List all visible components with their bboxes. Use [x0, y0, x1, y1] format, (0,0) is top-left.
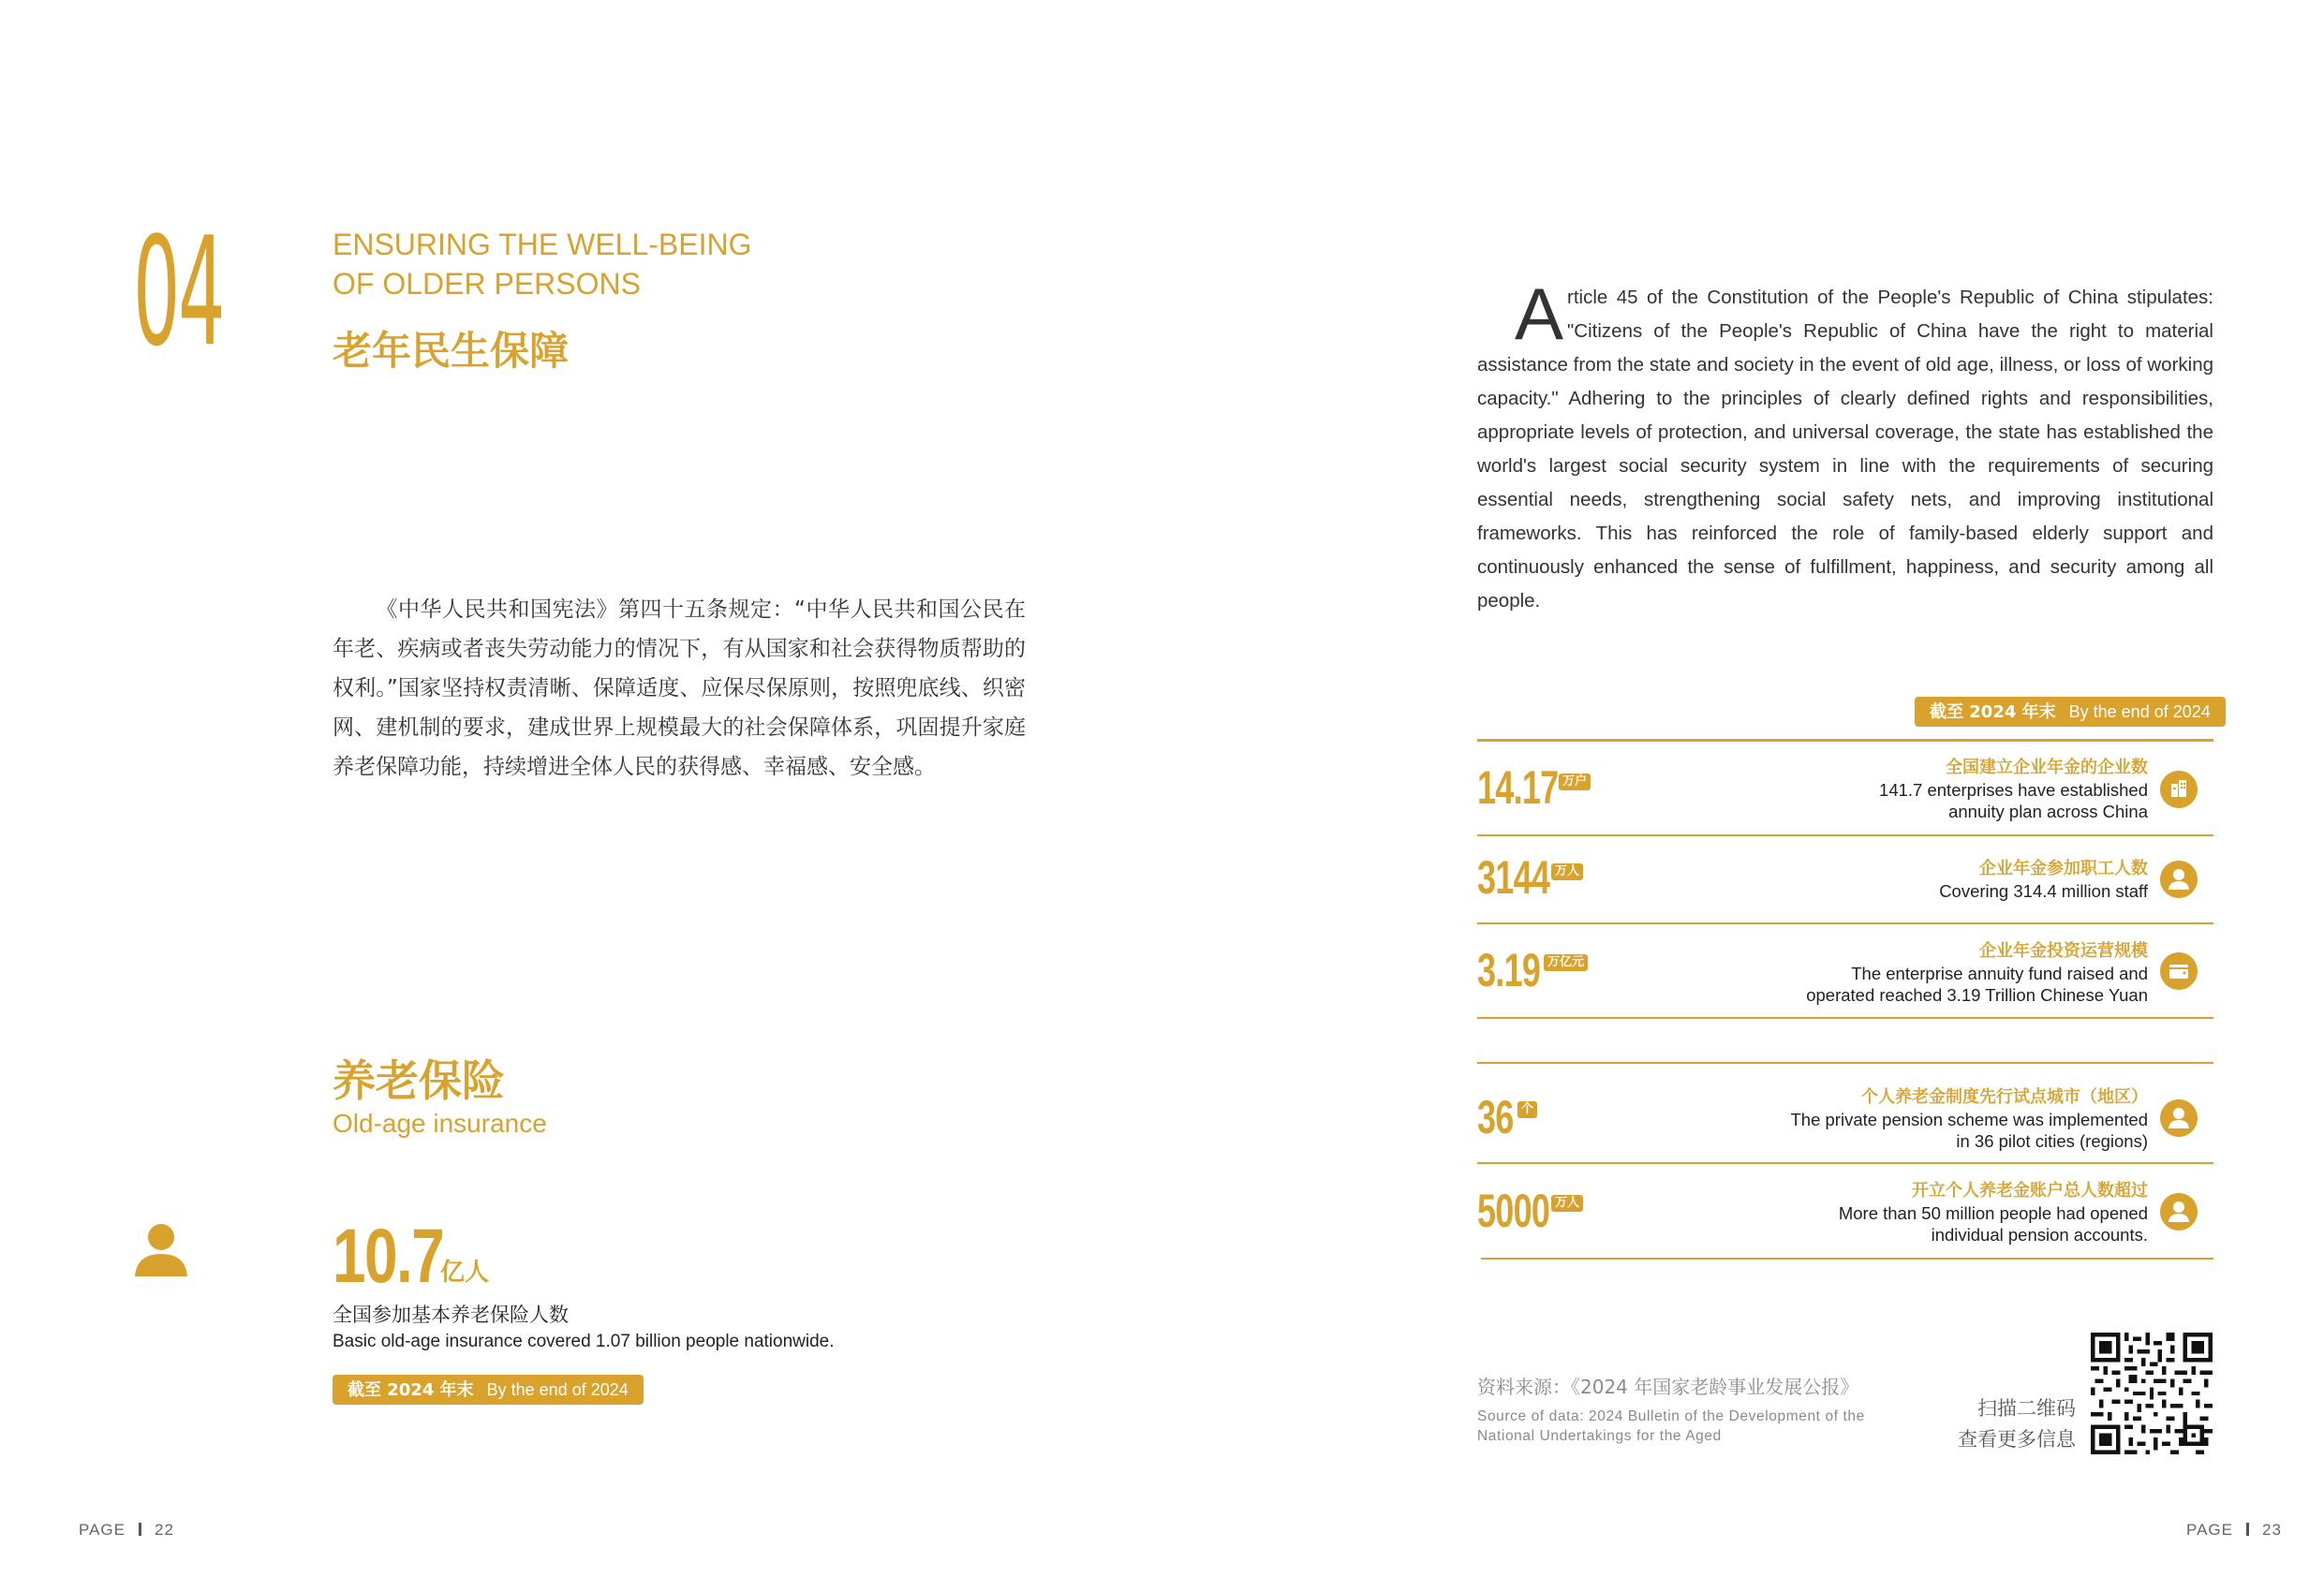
scan-hint — [1930, 1393, 2076, 1455]
stat-label-en: 141.7 enterprises have established — [1879, 780, 2148, 800]
intro-paragraph-cn — [333, 590, 1026, 787]
stat-unit: 万户 — [1559, 774, 1591, 790]
stat-label-cn: 个人养老金制度先行试点城市（地区） — [1861, 1087, 2148, 1107]
page-number: 22 — [154, 1521, 174, 1539]
page-footer-right — [2186, 1521, 2282, 1540]
chapter-title-en-line1: ENSURING THE WELL-BEING — [333, 228, 752, 261]
badge-cn: 截至 2024 年末 — [348, 1380, 474, 1400]
badge-cn: 截至 2024 年末 — [1930, 702, 2056, 722]
stat-unit: 万人 — [1551, 863, 1583, 880]
stat-label-cn: 全国建立企业年金的企业数 — [1946, 758, 2148, 777]
divider — [1477, 834, 2213, 836]
stat-unit: 万人 — [1551, 1195, 1583, 1212]
badge-en: By the end of 2024 — [486, 1380, 629, 1399]
source-en-line2: National Undertakings for the Aged — [1477, 1428, 1722, 1444]
divider — [1477, 1017, 2213, 1019]
stat-label-en: operated reached 3.19 Trillion Chinese Yuan — [1806, 985, 2148, 1005]
section-title-cn: 养老保险 — [333, 1055, 505, 1106]
wallet-icon — [2160, 952, 2198, 990]
stat-label-en: More than 50 million people had opened — [1838, 1203, 2148, 1223]
stat-value: 5000 — [1477, 1185, 1550, 1237]
stat-label-en: The enterprise annuity fund raised and — [1851, 964, 2148, 983]
chapter-title-en-line2: OF OLDER PERSONS — [333, 267, 641, 301]
chapter-title-cn: 老年民生保障 — [333, 328, 570, 374]
person-icon — [2160, 861, 2198, 898]
stat-description — [1806, 940, 2148, 1006]
page-separator — [139, 1523, 141, 1536]
page-label: PAGE — [79, 1521, 126, 1539]
stat-description — [1791, 1086, 2149, 1152]
building-icon — [2160, 771, 2198, 808]
insurance-stat-unit: 亿人 — [440, 1259, 490, 1287]
person-icon — [133, 1222, 189, 1278]
source-cn: 资料来源：《2024 年国家老龄事业发展公报》 — [1477, 1376, 1859, 1398]
stat-label-cn: 企业年金参加职工人数 — [1979, 859, 2148, 878]
badge-en: By the end of 2024 — [2068, 702, 2211, 721]
divider — [1477, 1062, 2213, 1064]
stat-label-cn: 企业年金投资运营规模 — [1979, 941, 2148, 961]
divider — [1477, 739, 2213, 742]
date-badge-left — [333, 1375, 644, 1405]
qr-code[interactable] — [2091, 1333, 2213, 1454]
stat-label-en: annuity plan across China — [1948, 802, 2148, 821]
stat-label-en: individual pension accounts. — [1931, 1225, 2148, 1245]
scan-hint-line2: 查看更多信息 — [1958, 1428, 2076, 1451]
page-footer-left — [79, 1521, 174, 1540]
divider — [1477, 922, 2213, 924]
stat-unit: 个 — [1517, 1101, 1537, 1118]
stat-label-en: in 36 pilot cities (regions) — [1956, 1131, 2148, 1151]
date-badge-right — [1915, 697, 2226, 727]
divider — [1481, 1258, 2213, 1260]
insurance-stat-en: Basic old-age insurance covered 1.07 billion people nationwide. — [333, 1332, 835, 1351]
chapter-number: 04 — [133, 204, 224, 379]
person-icon — [2160, 1193, 2198, 1231]
article-text: rticle 45 of the Constitution of the People's Republic of China stipulates: "Citizens of the People's Republic of China have the right to material assistance from the state and society in the event of old age, illness, or loss of working capacity." Adhering to the principles of clearly defined rights and responsibilities, appropriate levels of protection, and universal coverage, the state has established the world's largest social security system in line with the requirements of securing essential needs, strengthening social safety nets, and improving institutional frameworks. This has reinforced the role of family-based elderly support and continuously enhanced the sense of fulfillment, happiness, and security among all people. — [1477, 287, 2213, 612]
article-paragraph — [1477, 273, 2213, 618]
chapter-title-en — [333, 225, 751, 303]
source-en — [1477, 1407, 1865, 1446]
stat-value: 36 — [1477, 1091, 1514, 1143]
page-separator — [2246, 1523, 2249, 1536]
drop-cap: A — [1515, 273, 1564, 355]
divider — [1477, 1162, 2213, 1164]
source-en-line1: Source of data: 2024 Bulletin of the Development of the — [1477, 1408, 1865, 1424]
stat-value: 3144 — [1477, 851, 1550, 904]
stat-value: 14.17 — [1477, 761, 1559, 814]
stat-value: 3.19 — [1477, 944, 1541, 996]
stat-label-en: The private pension scheme was implemented — [1790, 1110, 2148, 1129]
scan-hint-line1: 扫描二维码 — [1977, 1397, 2076, 1420]
insurance-stat-cn: 全国参加基本养老保险人数 — [333, 1304, 569, 1326]
stat-description — [1879, 757, 2148, 822]
page-number: 23 — [2261, 1521, 2282, 1539]
stat-unit: 万亿元 — [1544, 954, 1588, 971]
insurance-stat-value: 10.7 — [333, 1214, 444, 1299]
stat-description — [1939, 858, 2148, 902]
stat-description — [1839, 1180, 2148, 1245]
person-icon — [2160, 1099, 2198, 1137]
section-title-en: Old-age insurance — [333, 1109, 547, 1138]
page-label: PAGE — [2186, 1521, 2233, 1539]
stat-label-en: Covering 314.4 million staff — [1939, 881, 2148, 901]
intro-text-cn: 《中华人民共和国宪法》第四十五条规定：“中华人民共和国公民在年老、疾病或者丧失劳动能力的情况下，有从国家和社会获得物质帮助的权利。”国家坚持权责清晰、保障适度、应保尽保原则，按照兜底线、织密网、建机制的要求，建成世界上规模最大的社会保障体系，巩固提升家庭养老保障功能，持续增进全体人民的获得感、幸福感、安全感。 — [333, 597, 1026, 779]
stat-label-cn: 开立个人养老金账户总人数超过 — [1912, 1181, 2148, 1201]
